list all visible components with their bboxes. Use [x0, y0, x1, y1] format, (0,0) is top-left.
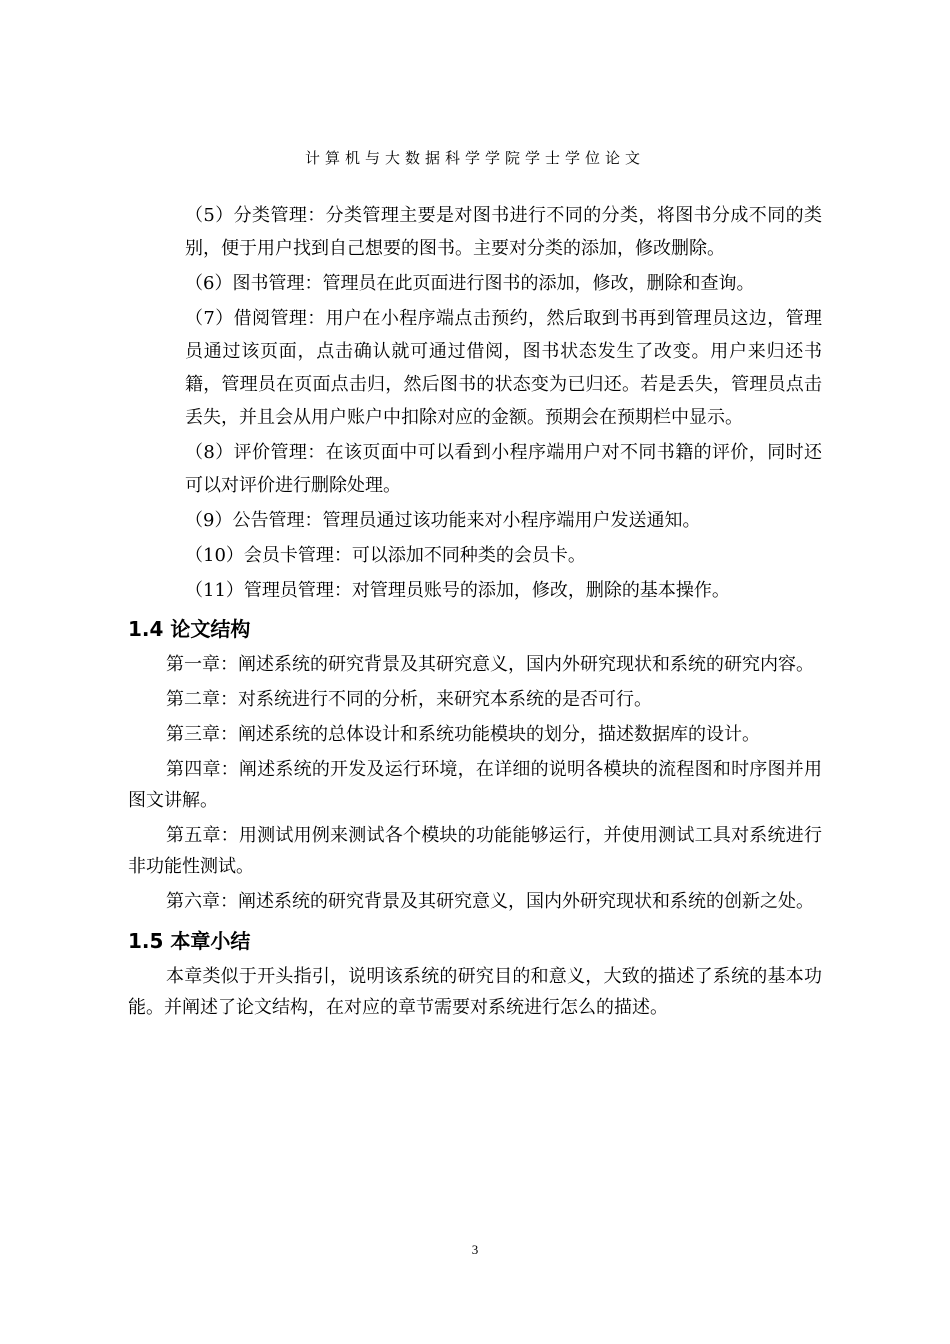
list-item: （6）图书管理：管理员在此页面进行图书的添加，修改，删除和查询。 [185, 273, 755, 294]
running-header: 计算机与大数据科学学院学士学位论文 [304, 149, 645, 167]
list-item: （9）公告管理：管理员通过该功能来对小程序端用户发送通知。 [185, 510, 701, 531]
page-number: 3 [471, 1242, 479, 1257]
section-heading-1-4: 1.4 论文结构 [128, 617, 251, 641]
paragraph: 本章类似于开头指引，说明该系统的研究目的和意义，大致的描述了系统的基本功能。并阐述了论文结构，在对应的章节需要对系统进行怎么的描述。 [128, 966, 822, 1018]
list-item: （8）评价管理：在该页面中可以看到小程序端用户对不同书籍的评价，同时还可以对评价进行删除处理。 [185, 442, 822, 496]
paragraph: 第一章：阐述系统的研究背景及其研究意义，国内外研究现状和系统的研究内容。 [166, 654, 814, 675]
list-item: （10）会员卡管理：可以添加不同种类的会员卡。 [185, 545, 586, 566]
page-body [128, 199, 822, 1027]
list-item: （5）分类管理：分类管理主要是对图书进行不同的分类，将图书分成不同的类别，便于用户找到自己想要的图书。主要对分类的添加，修改删除。 [185, 205, 822, 259]
paragraph: 第六章：阐述系统的研究背景及其研究意义，国内外研究现状和系统的创新之处。 [166, 891, 814, 912]
feature-list [128, 199, 822, 607]
paragraph: 第二章：对系统进行不同的分析，来研究本系统的是否可行。 [166, 689, 652, 710]
section-heading-1-5: 1.5 本章小结 [128, 929, 251, 953]
paragraph: 第三章：阐述系统的总体设计和系统功能模块的划分，描述数据库的设计。 [166, 724, 760, 745]
paragraph: 第四章：阐述系统的开发及运行环境，在详细的说明各模块的流程图和时序图并用图文讲解。 [128, 759, 822, 811]
list-item: （7）借阅管理：用户在小程序端点击预约，然后取到书再到管理员这边，管理员通过该页面，点击确认就可通过借阅，图书状态发生了改变。用户来归还书籍，管理员在页面点击归，然后图书的状态变为已归还。若是丢失，管理员点击丢失，并且会从用户账户中扣除对应的金额。预期会在预期栏中显示。 [185, 308, 822, 428]
paragraph: 第五章：用测试用例来测试各个模块的功能能够运行，并使用测试工具对系统进行非功能性测试。 [128, 825, 822, 877]
list-item: （11）管理员管理：对管理员账号的添加，修改，删除的基本操作。 [185, 580, 730, 601]
